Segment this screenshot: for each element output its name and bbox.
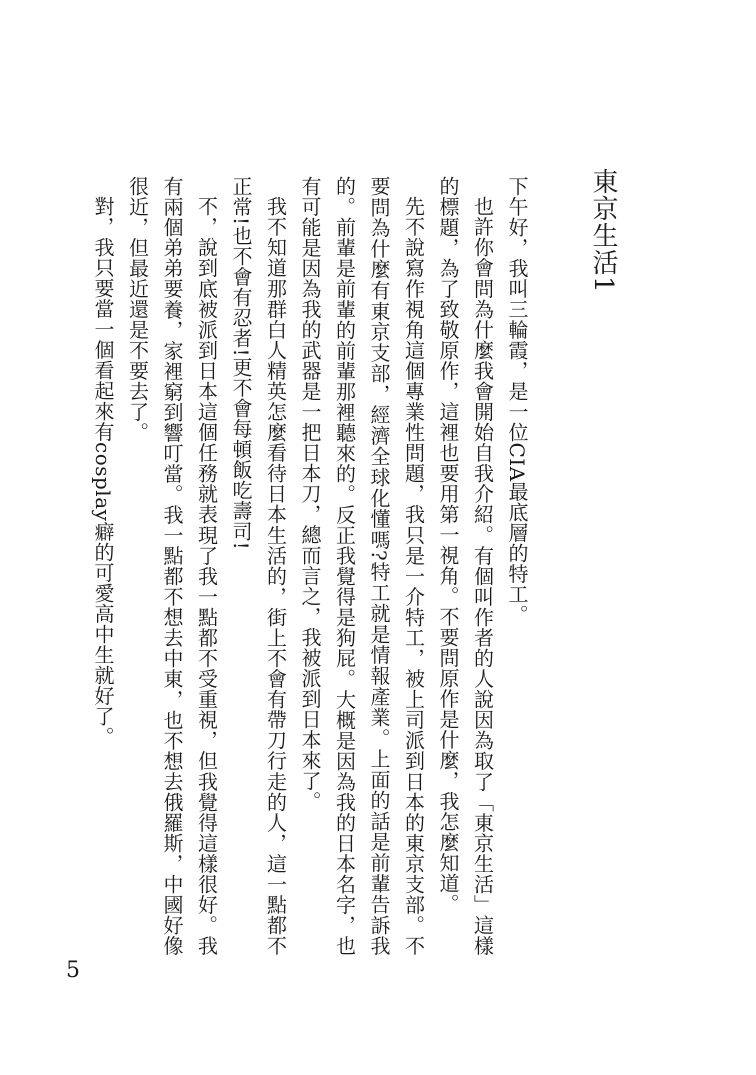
page-number: 5 bbox=[66, 958, 80, 983]
paragraph-1: 下午好，我叫三輪霞，是一位CIA最底層的特工。 bbox=[505, 176, 529, 626]
paragraph-4: 我不知道那群白人精英怎麼看待日本生活的，街上不會有帶刀行走的人，這一點都不正常!也不會有忍者!更不會每頓飯吃壽司! bbox=[229, 176, 288, 956]
chapter-title: 東京生活1 bbox=[588, 168, 618, 294]
paragraph-2: 也許你會問為什麼我會開始自我介紹。有個叫作者的人說因為取了「東京生活」這樣的標題，為了致敬原作，這裡也要用第一視角。不要問原作是什麼，我怎麼知道。 bbox=[436, 176, 495, 956]
paragraph-6: 對，我只要當一個看起來有cosplay癖的可愛高中生就好了。 bbox=[91, 196, 115, 747]
chapter-body bbox=[91, 176, 534, 956]
paragraph-5: 不，說到底被派到日本這個任務就表現了我一點都不受重視，但我覺得這樣很好。我有兩個弟弟要養，家裡窮到響叮當。我一點都不想去中東，也不想去俄羅斯，中國好像很近，但最近還是不要去了。 bbox=[125, 176, 219, 956]
paragraph-3: 先不說寫作視角這個專業性問題，我只是一介特工，被上司派到日本的東京支部。不要問為什麼有東京支部，經濟全球化懂嗎?特工就是情報產業。上面的話是前輩告訴我的。前輩是前輩的前輩那裡聽來的。反正我覺得是狗屁。大概是因為我的日本名字，也有可能是因為我的武器是一把日本刀，總而言之，我被派到日本來了。 bbox=[298, 176, 426, 956]
